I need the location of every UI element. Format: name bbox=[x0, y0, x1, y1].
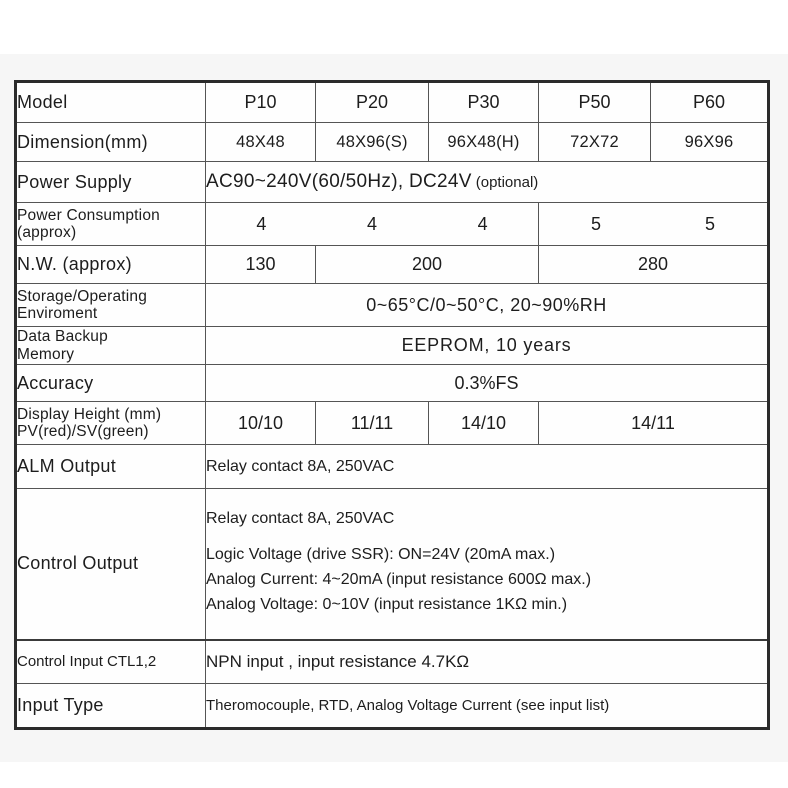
power-consumption-label-line2: (approx) bbox=[17, 224, 77, 241]
power-supply-value: AC90~240V(60/50Hz), DC24V bbox=[206, 171, 472, 192]
data-backup-label-line2: Memory bbox=[17, 345, 75, 363]
dimension-row-label: Dimension(mm) bbox=[16, 123, 206, 162]
data-backup-label-line1: Data Backup bbox=[17, 328, 108, 346]
model-cell-p20: P20 bbox=[316, 82, 429, 123]
row-dimension bbox=[16, 123, 769, 162]
power-consumption-row-label bbox=[16, 203, 206, 246]
row-net-weight bbox=[16, 246, 769, 284]
power-consumption-p30: 4 bbox=[477, 213, 488, 234]
net-weight-cell-p10: 130 bbox=[206, 246, 316, 284]
control-output-line1: Relay contact 8A, 250VAC bbox=[206, 510, 395, 528]
model-cell-p60: P60 bbox=[651, 82, 769, 123]
display-height-label-line2: PV(red)/SV(green) bbox=[17, 423, 149, 440]
power-consumption-group2-cell bbox=[539, 203, 769, 246]
data-backup-value-cell: EEPROM, 10 years bbox=[206, 327, 769, 365]
net-weight-row-label: N.W. (approx) bbox=[16, 246, 206, 284]
power-consumption-p10: 4 bbox=[256, 213, 267, 234]
accuracy-value-cell: 0.3%FS bbox=[206, 365, 769, 402]
control-output-row-label: Control Output bbox=[16, 489, 206, 640]
display-height-cell-p50-p60: 14/11 bbox=[539, 402, 769, 445]
data-backup-row-label bbox=[16, 327, 206, 365]
alm-output-row-label: ALM Output bbox=[16, 445, 206, 489]
power-consumption-p20: 4 bbox=[366, 213, 377, 234]
spec-table bbox=[14, 80, 770, 730]
power-consumption-p60: 5 bbox=[704, 213, 715, 234]
storage-row-label bbox=[16, 284, 206, 327]
net-weight-cell-p50-p60: 280 bbox=[539, 246, 769, 284]
control-input-row-label: Control Input CTL1,2 bbox=[16, 640, 206, 684]
display-height-cell-p30: 14/10 bbox=[429, 402, 539, 445]
input-type-row-label: Input Type bbox=[16, 684, 206, 729]
power-consumption-p50: 5 bbox=[590, 213, 601, 234]
row-control-output bbox=[16, 489, 769, 640]
storage-label-line1: Storage/Operating bbox=[17, 287, 148, 305]
input-type-value-cell: Theromocouple, RTD, Analog Voltage Current (see input list) bbox=[206, 684, 769, 729]
control-output-value-cell bbox=[206, 489, 769, 640]
power-consumption-label-line1: Power Consumption bbox=[17, 206, 160, 224]
dimension-cell-p30: 96X48(H) bbox=[429, 123, 539, 162]
row-model bbox=[16, 82, 769, 123]
display-height-cell-p10: 10/10 bbox=[206, 402, 316, 445]
row-control-input bbox=[16, 640, 769, 684]
model-cell-p30: P30 bbox=[429, 82, 539, 123]
storage-value-cell: 0~65°C/0~50°C, 20~90%RH bbox=[206, 284, 769, 327]
display-height-label-line1: Display Height (mm) bbox=[17, 405, 162, 423]
dimension-cell-p60: 96X96 bbox=[651, 123, 769, 162]
row-power-consumption bbox=[16, 203, 769, 246]
alm-output-value-cell: Relay contact 8A, 250VAC bbox=[206, 445, 769, 489]
control-output-line2: Logic Voltage (drive SSR): ON=24V (20mA max.) bbox=[206, 546, 556, 564]
power-supply-row-label: Power Supply bbox=[16, 162, 206, 203]
net-weight-cell-p20-p30: 200 bbox=[316, 246, 539, 284]
accuracy-row-label: Accuracy bbox=[16, 365, 206, 402]
row-display-height bbox=[16, 402, 769, 445]
power-supply-value-cell bbox=[206, 162, 769, 203]
row-input-type bbox=[16, 684, 769, 729]
row-data-backup bbox=[16, 327, 769, 365]
row-accuracy bbox=[16, 365, 769, 402]
dimension-cell-p20: 48X96(S) bbox=[316, 123, 429, 162]
dimension-cell-p10: 48X48 bbox=[206, 123, 316, 162]
control-output-line4: Analog Voltage: 0~10V (input resistance 1KΩ min.) bbox=[206, 595, 568, 613]
model-row-label: Model bbox=[16, 82, 206, 123]
dimension-cell-p50: 72X72 bbox=[539, 123, 651, 162]
row-storage-environment bbox=[16, 284, 769, 327]
model-cell-p50: P50 bbox=[539, 82, 651, 123]
power-consumption-group1-cell bbox=[206, 203, 539, 246]
model-cell-p10: P10 bbox=[206, 82, 316, 123]
control-input-value-cell: NPN input , input resistance 4.7KΩ bbox=[206, 640, 769, 684]
storage-label-line2: Enviroment bbox=[17, 305, 98, 322]
display-height-cell-p20: 11/11 bbox=[316, 402, 429, 445]
control-output-line3: Analog Current: 4~20mA (input resistance 600Ω max.) bbox=[206, 570, 592, 588]
display-height-row-label bbox=[16, 402, 206, 445]
power-supply-note: (optional) bbox=[475, 174, 539, 191]
row-power-supply bbox=[16, 162, 769, 203]
row-alm-output bbox=[16, 445, 769, 489]
